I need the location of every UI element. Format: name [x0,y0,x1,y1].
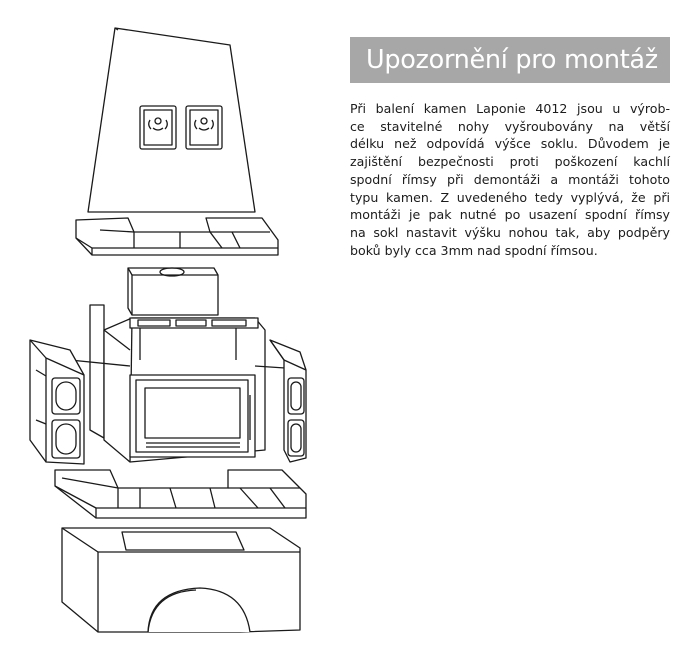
body-text-line: typu kamen. Z uvedeného tedy vyplývá, že při [350,189,670,205]
stove-body [70,305,285,462]
body-text-line: Při balení kamen Laponie 4012 jsou u výrob- [350,101,670,116]
upper-ledge [76,218,278,255]
assembly-warning-text [350,100,670,259]
exploded-stove-diagram [0,0,345,659]
body-text-line: délku než odpovídá výšce soklu. Důvodem je [350,136,670,152]
body-text-line: na sokl nastavit výšku nohou tak, aby podpěry [350,224,670,240]
body-text-line: zajištění bezpečnosti proti poškození kachlí [350,154,670,170]
body-text-line: montáži je pak nutné po usazení spodní římsy [350,207,670,223]
assembly-warning-heading: Upozornění pro montáž [350,37,670,83]
lower-ledge [55,470,306,518]
right-side-panel [270,340,306,462]
body-text-line: boků byly cca 3mm nad spodní římsou. [350,242,598,258]
base-plinth [62,528,300,632]
hood-part [88,28,255,212]
body-text-line: ce stavitelné nohy vyšroubovány na větší [350,118,670,134]
flue-block [128,268,218,315]
left-side-panel [30,340,84,464]
body-text-line: spodní římsy při demontáži a montáži tohoto [350,171,670,187]
